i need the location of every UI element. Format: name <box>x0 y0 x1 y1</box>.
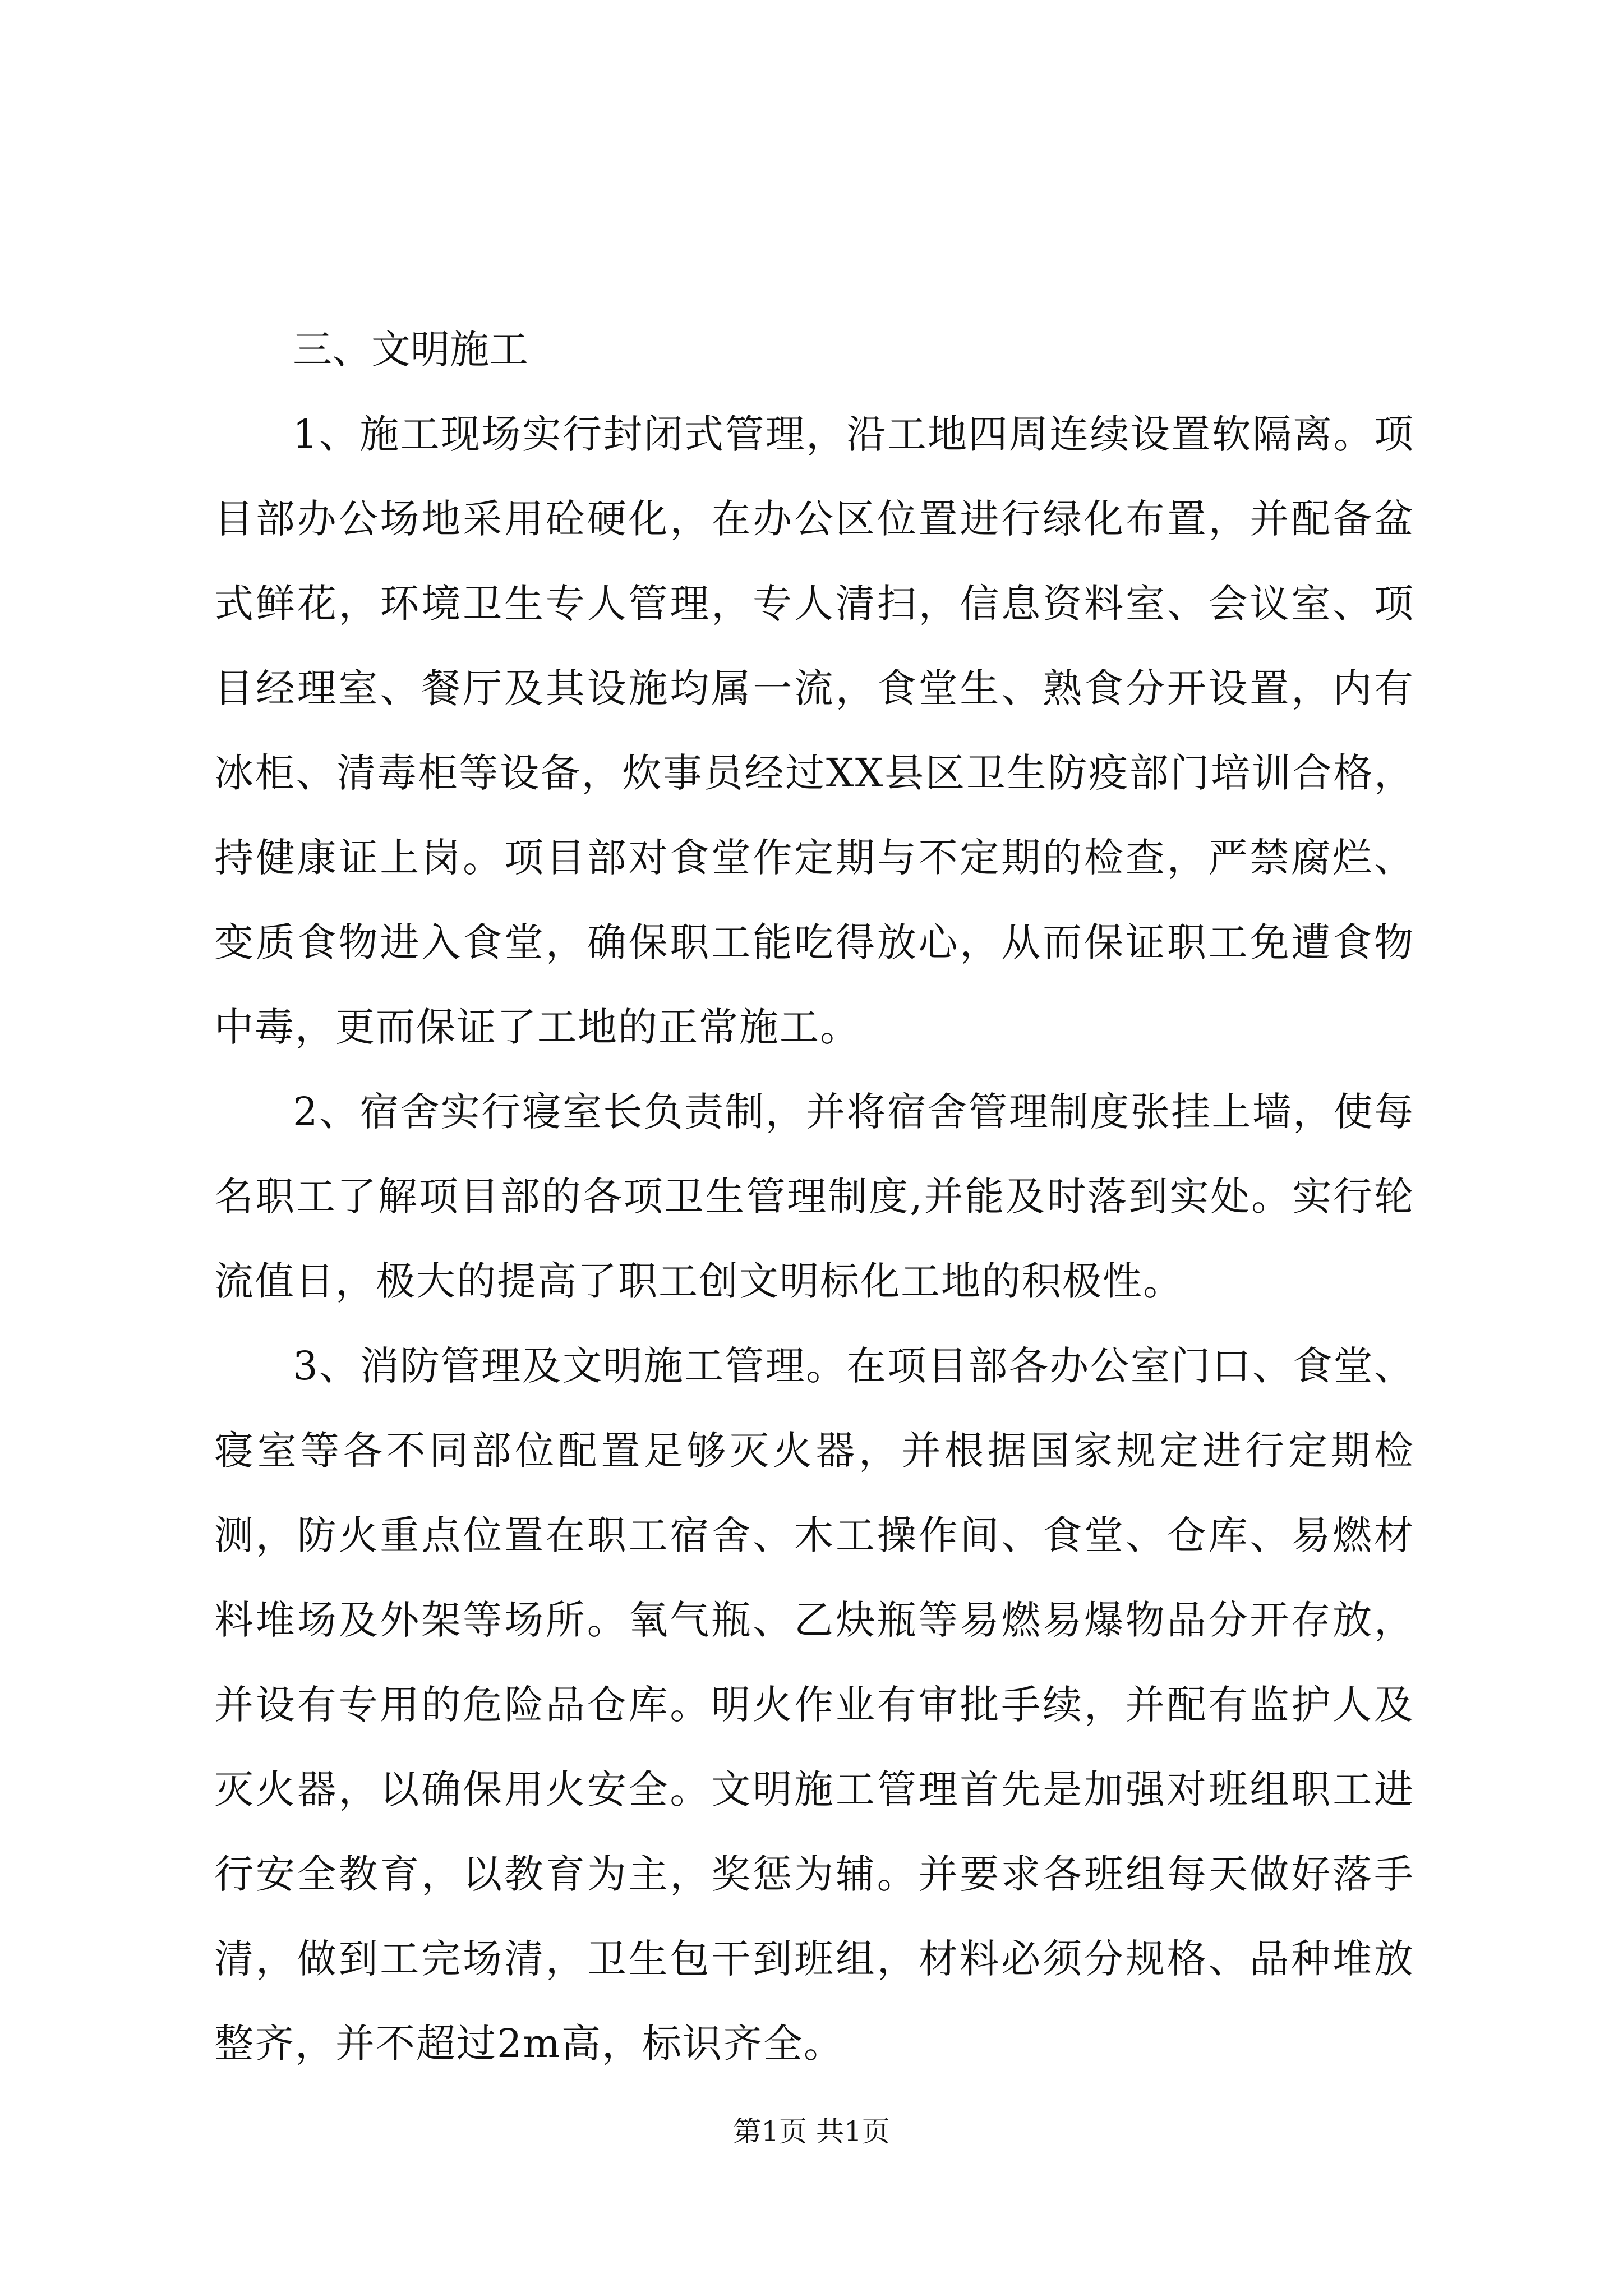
section-heading: 三、文明施工 <box>293 326 528 372</box>
paragraph-3: 3、消防管理及文明施工管理。在项目部各办公室门口、食堂、寝室等各不同部位配置足够灭火器，并根据国家规定进行定期检测，防火重点位置在职工宿舍、木工操作间、食堂、仓库、易燃材料堆场及外架等场所。氧气瓶、乙炔瓶等易燃易爆物品分开存放，并设有专用的危险品仓库。明火作业有审批手续，并配有监护人及灭火器，以确保用火安全。文明施工管理首先是加强对班组职工进行安全教育，以教育为主，奖惩为辅。并要求各班组每天做好落手清，做到工完场清，卫生包干到班组，材料必须分规格、品种堆放整齐，并不超过2m高，标识齐全。 <box>214 1343 1414 2067</box>
page-footer: 第1页 共1页 <box>733 2115 890 2148</box>
paragraph-2: 2、宿舍实行寝室长负责制，并将宿舍管理制度张挂上墙，使每名职工了解项目部的各项卫生管理制度,并能及时落到实处。实行轮流值日，极大的提高了职工创文明标化工地的积极性。 <box>214 1089 1414 1304</box>
document-body <box>214 307 1414 2086</box>
paragraph-1: 1、施工现场实行封闭式管理，沿工地四周连续设置软隔离。项目部办公场地采用砼硬化，在办公区位置进行绿化布置，并配备盆式鲜花，环境卫生专人管理，专人清扫，信息资料室、会议室、项目经理室、餐厅及其设施均属一流，食堂生、熟食分开设置，内有冰柜、清毒柜等设备，炊事员经过XX县区卫生防疫部门培训合格，持健康证上岗。项目部对食堂作定期与不定期的检查，严禁腐烂、变质食物进入食堂，确保职工能吃得放心，从而保证职工免遭食物中毒，更而保证了工地的正常施工。 <box>214 411 1414 1050</box>
